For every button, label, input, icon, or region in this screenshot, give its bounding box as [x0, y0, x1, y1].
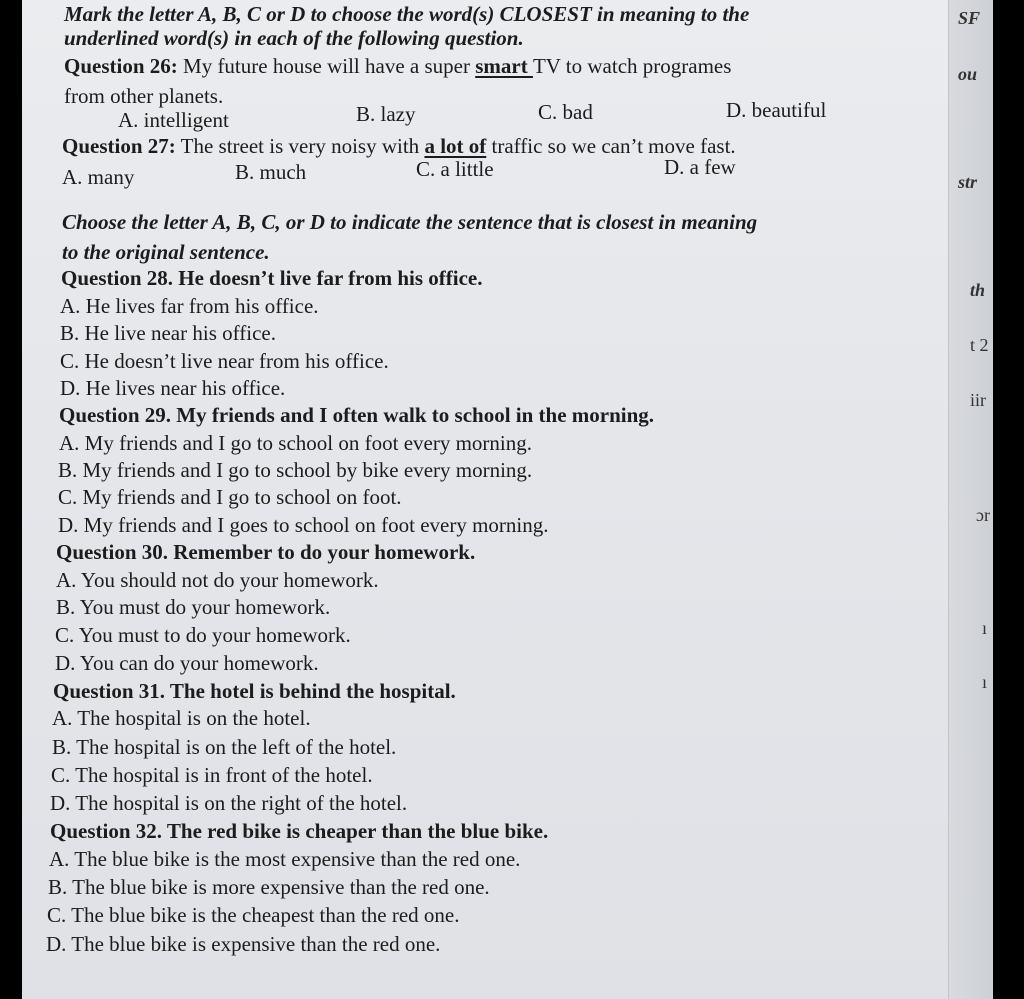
option: D. beautiful [726, 98, 827, 122]
option: B. He live near his office. [60, 321, 276, 345]
section-heading: underlined word(s) in each of the following question. [64, 26, 524, 50]
edge-fragment: iir [970, 390, 986, 410]
option: B. The blue bike is more expensive than the red one. [48, 875, 490, 899]
question-text: from other planets. [64, 84, 224, 108]
option: D. The hospital is on the right of the hotel. [50, 791, 408, 815]
question-text: TV to watch programes [532, 54, 732, 78]
option: C. You must to do your homework. [55, 623, 351, 647]
option: A. intelligent [118, 108, 229, 132]
edge-fragment: ı [982, 672, 988, 692]
edge-fragment: th [970, 280, 986, 300]
question-31: Question 31. The hotel is behind the hospital. [53, 679, 456, 703]
section-heading: to the original sentence. [62, 240, 270, 264]
edge-fragment: ı [982, 618, 988, 638]
question-27 [62, 136, 736, 157]
question-26 [64, 56, 731, 77]
question-label: Question 27: [62, 134, 176, 158]
edge-fragment: ou [958, 64, 978, 84]
edge-fragment: t 2 [970, 335, 989, 355]
option: C. The blue bike is the cheapest than the red one. [47, 903, 460, 927]
option: B. much [235, 160, 307, 184]
question-29: Question 29. My friends and I often walk to school in the morning. [59, 403, 655, 427]
question-32: Question 32. The red bike is cheaper than the blue bike. [50, 819, 549, 843]
next-page-edge [948, 0, 993, 999]
option: D. He lives near his office. [60, 376, 286, 400]
edge-fragment: SF [958, 8, 981, 28]
option: D. You can do your homework. [55, 651, 319, 675]
underlined-word: smart [475, 54, 533, 78]
option: A. He lives far from his office. [60, 294, 319, 318]
section-heading: Mark the letter A, B, C or D to choose the word(s) CLOSEST in meaning to the [64, 2, 750, 26]
option: D. a few [664, 155, 736, 179]
option: A. The blue bike is the most expensive than the red one. [49, 847, 521, 871]
edge-fragment: str [958, 172, 978, 192]
question-28: Question 28. He doesn’t live far from his office. [61, 266, 483, 290]
option: A. You should not do your homework. [56, 568, 379, 592]
option: A. The hospital is on the hotel. [52, 706, 311, 730]
option: C. bad [538, 100, 593, 124]
option: A. many [62, 165, 135, 189]
option: A. My friends and I go to school on foot every morning. [59, 431, 533, 455]
option: D. My friends and I goes to school on foot every morning. [58, 513, 549, 537]
question-label: Question 26: [64, 54, 178, 78]
option: D. The blue bike is expensive than the red one. [46, 932, 441, 956]
question-text: traffic so we can’t move fast. [486, 134, 736, 158]
question-text: The street is very noisy with [175, 134, 425, 158]
option: C. The hospital is in front of the hotel. [51, 763, 373, 787]
underlined-word: a lot of [424, 134, 487, 158]
question-text: My future house will have a super [177, 54, 476, 78]
option: B. My friends and I go to school by bike every morning. [58, 458, 533, 482]
question-30: Question 30. Remember to do your homework. [56, 540, 476, 564]
section-heading: Choose the letter A, B, C, or D to indicate the sentence that is closest in meaning [62, 210, 758, 234]
option: B. You must do your homework. [56, 595, 331, 619]
edge-fragment: ɔr [976, 505, 990, 525]
option: C. a little [416, 157, 494, 181]
option: B. The hospital is on the left of the hotel. [52, 735, 397, 759]
option: C. My friends and I go to school on foot. [58, 485, 402, 509]
option: B. lazy [356, 102, 416, 126]
option: C. He doesn’t live near from his office. [60, 349, 389, 373]
